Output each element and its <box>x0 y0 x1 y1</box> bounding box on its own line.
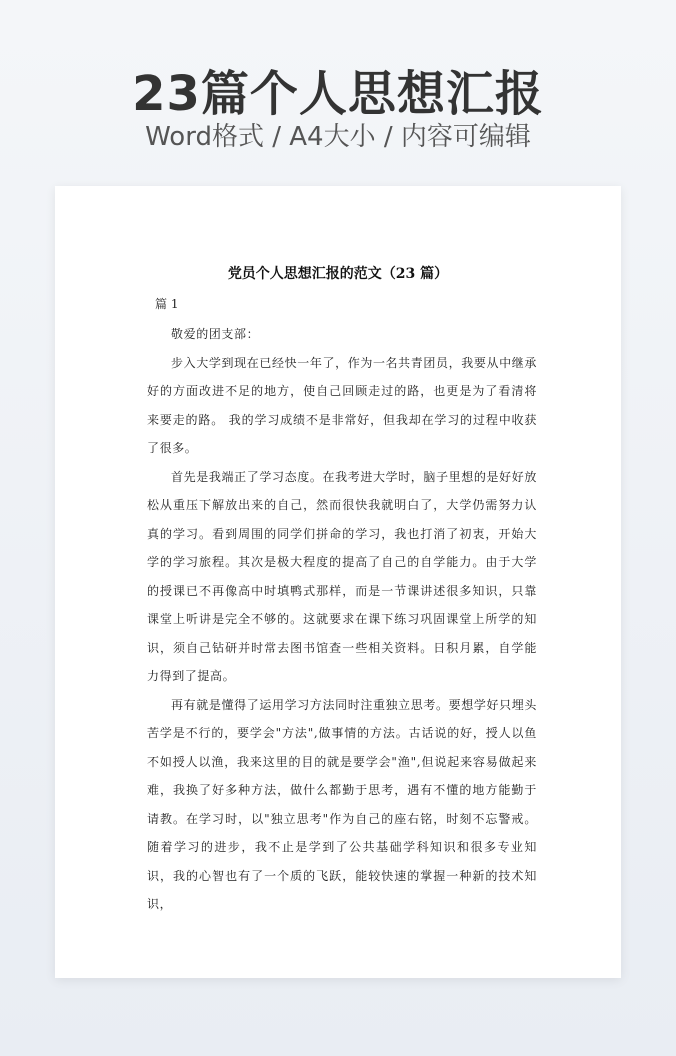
banner-title: 23篇个人思想汇报 <box>132 66 544 122</box>
banner-subtitle: Word格式 / A4大小 / 内容可编辑 <box>145 122 531 152</box>
document-body <box>147 320 537 919</box>
body-paragraph: 步入大学到现在已经快一年了，作为一名共青团员，我要从中继承好的方面改进不足的地方，使自己回顾走过的路，也更是为了看清将来要走的路。 我的学习成绩不是非常好，但我却在学习的过程中收获了很多。 <box>147 355 537 455</box>
document-title: 党员个人思想汇报的范文（23 篇） <box>227 266 449 282</box>
salutation-paragraph: 敬爱的团支部： <box>171 327 260 341</box>
document-page <box>55 186 621 978</box>
section-label: 篇 1 <box>155 297 179 311</box>
body-paragraph: 首先是我端正了学习态度。在我考进大学时，脑子里想的是好好放松从重压下解放出来的自己，然而很快我就明白了，大学仍需努力认真的学习。看到周围的同学们拼命的学习，我也打消了初衷，开始大学的学习旅程。其次是极大程度的提高了自己的自学能力。由于大学的授课已不再像高中时填鸭式那样，而是一节课讲述很多知识，只靠课堂上听讲是完全不够的。这就要求在课下练习巩固课堂上所学的知识，须自己钻研并时常去图书馆查一些相关资料。日积月累，自学能力得到了提高。 <box>147 469 537 683</box>
body-paragraph: 再有就是懂得了运用学习方法同时注重独立思考。要想学好只埋头苦学是不行的，要学会"方法",做事情的方法。古话说的好，授人以鱼不如授人以渔，我来这里的目的就是要学会"渔",但说起来容易做起来难，我换了好多种方法，做什么都勤于思考，遇有不懂的地方能勤于请教。在学习时，以"独立思考"作为自己的座右铭，时刻不忘警戒。随着学习的进步，我不止是学到了公共基础学科知识和很多专业知识，我的心智也有了一个质的飞跃，能较快速的掌握一种新的技术知识， <box>147 697 537 911</box>
